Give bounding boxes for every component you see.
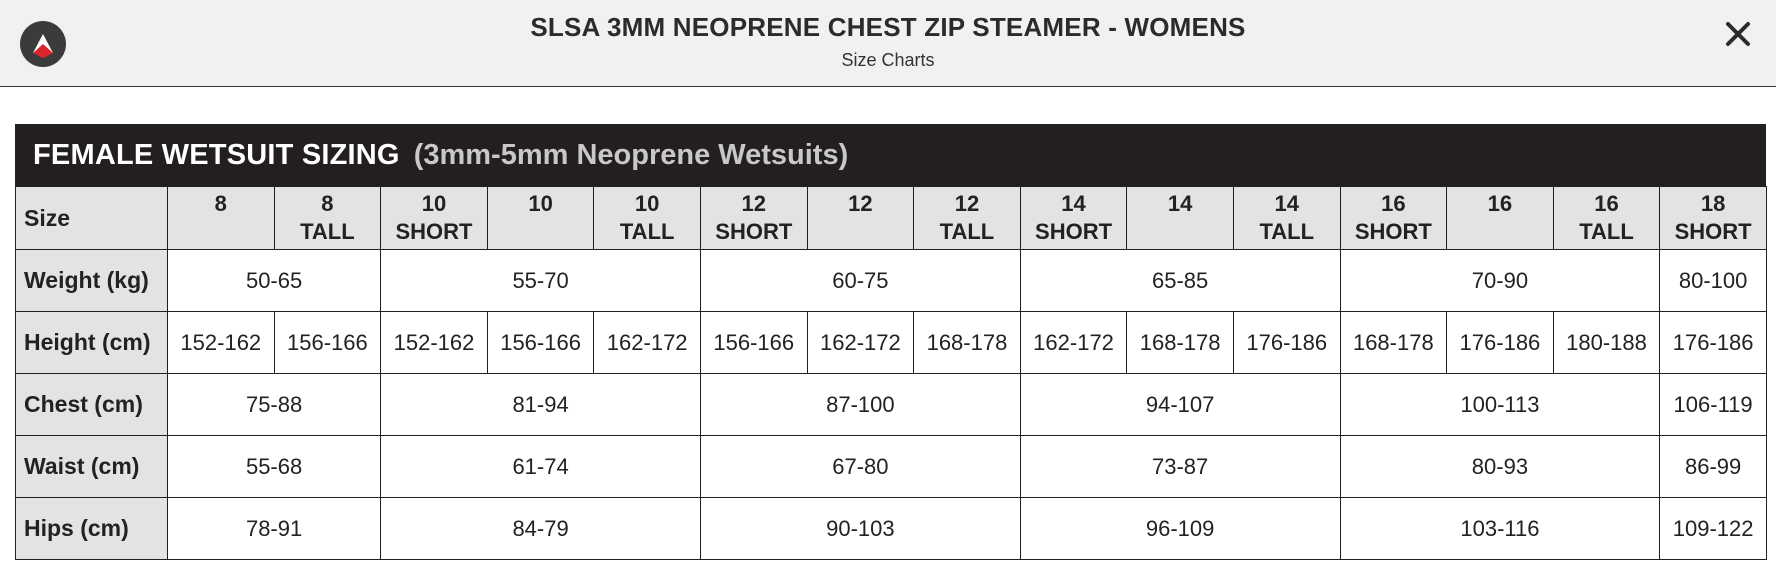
size-header-cell: [1127, 187, 1234, 250]
size-chart: [15, 124, 1766, 560]
table-cell: 81-94: [381, 374, 701, 436]
size-number: 12: [741, 191, 766, 216]
size-header-cell: [1553, 187, 1660, 250]
size-header-cell: [807, 187, 914, 250]
table-cell: 152-162: [168, 312, 275, 374]
size-number: 18: [1700, 191, 1726, 216]
size-header-cell: [487, 187, 594, 250]
table-cell: 84-79: [381, 498, 701, 560]
size-variant: SHORT: [395, 219, 473, 244]
size-variant: [1127, 218, 1233, 246]
size-variant: SHORT: [1035, 219, 1113, 244]
table-cell: 60-75: [700, 250, 1020, 312]
table-cell: 180-188: [1553, 312, 1660, 374]
table-cell: 75-88: [168, 374, 381, 436]
table-cell: 70-90: [1340, 250, 1660, 312]
size-header-cell: [168, 187, 275, 250]
table-cell: 80-100: [1660, 250, 1767, 312]
table-row: [16, 436, 1767, 498]
size-header-cell: [914, 187, 1021, 250]
table-cell: 78-91: [168, 498, 381, 560]
size-number: 12: [848, 191, 873, 216]
size-table: [15, 186, 1767, 560]
size-header-cell: [1447, 187, 1554, 250]
table-cell: 168-178: [914, 312, 1021, 374]
table-cell: 109-122: [1660, 498, 1767, 560]
table-cell: 55-68: [168, 436, 381, 498]
size-number: 10: [528, 191, 553, 216]
table-cell: 168-178: [1340, 312, 1447, 374]
table-cell: 103-116: [1340, 498, 1660, 560]
table-cell: 100-113: [1340, 374, 1660, 436]
table-cell: 156-166: [274, 312, 381, 374]
size-number: 12: [954, 191, 980, 216]
table-cell: 162-172: [1020, 312, 1127, 374]
table-cell: 106-119: [1660, 374, 1767, 436]
size-variant: TALL: [939, 219, 995, 244]
size-variant: [168, 218, 274, 246]
header-title-block: [0, 10, 1776, 71]
size-variant: TALL: [1579, 219, 1634, 244]
size-number: 14: [1167, 191, 1193, 216]
close-icon[interactable]: [1722, 18, 1754, 50]
table-cell: 156-166: [700, 312, 807, 374]
table-cell: 162-172: [807, 312, 914, 374]
table-row: [16, 312, 1767, 374]
page-title: SLSA 3MM NEOPRENE CHEST ZIP STEAMER - WOMENS: [530, 12, 1246, 42]
table-cell: 152-162: [381, 312, 488, 374]
row-label: Chest (cm): [16, 374, 168, 436]
size-variant: [808, 218, 914, 246]
table-cell: 162-172: [594, 312, 701, 374]
size-number: 8: [214, 191, 227, 216]
row-label: Height (cm): [16, 312, 168, 374]
size-variant: [488, 218, 594, 246]
size-header-cell: [1340, 187, 1447, 250]
row-label: Waist (cm): [16, 436, 168, 498]
size-number: 10: [634, 191, 660, 216]
size-header-cell: [700, 187, 807, 250]
chart-subtitle: (3mm-5mm Neoprene Wetsuits): [413, 138, 849, 171]
size-variant: SHORT: [1674, 219, 1752, 244]
page-subtitle: Size Charts: [841, 50, 935, 70]
row-label: Hips (cm): [16, 498, 168, 560]
size-header-cell: [1233, 187, 1340, 250]
size-variant: SHORT: [715, 219, 793, 244]
size-number: 16: [1594, 191, 1619, 216]
table-cell: 73-87: [1020, 436, 1340, 498]
table-cell: 176-186: [1233, 312, 1340, 374]
chart-banner: [15, 124, 1766, 186]
table-row: [16, 250, 1767, 312]
table-cell: 61-74: [381, 436, 701, 498]
table-cell: 55-70: [381, 250, 701, 312]
size-number: 8: [321, 191, 334, 216]
size-header-cell: [594, 187, 701, 250]
table-cell: 156-166: [487, 312, 594, 374]
table-cell: 168-178: [1127, 312, 1234, 374]
table-cell: 86-99: [1660, 436, 1767, 498]
size-header-cell: [381, 187, 488, 250]
size-header-cell: [1020, 187, 1127, 250]
size-number: 10: [421, 191, 447, 216]
table-cell: 50-65: [168, 250, 381, 312]
row-label: Weight (kg): [16, 250, 168, 312]
table-cell: 87-100: [700, 374, 1020, 436]
size-variant: SHORT: [1354, 219, 1432, 244]
size-variant: TALL: [1259, 219, 1315, 244]
size-number: 14: [1061, 191, 1086, 216]
table-cell: 67-80: [700, 436, 1020, 498]
size-header-cell: [1660, 187, 1767, 250]
size-header-row: [16, 187, 1767, 250]
row-label: Size: [16, 187, 168, 250]
table-cell: 90-103: [700, 498, 1020, 560]
modal-header: [0, 0, 1776, 87]
table-cell: 176-186: [1447, 312, 1554, 374]
size-variant: TALL: [619, 219, 675, 244]
size-header-cell: [274, 187, 381, 250]
table-cell: 80-93: [1340, 436, 1660, 498]
size-variant: [1447, 218, 1553, 246]
table-cell: 65-85: [1020, 250, 1340, 312]
size-number: 14: [1274, 191, 1299, 216]
size-number: 16: [1381, 191, 1406, 216]
size-number: 16: [1487, 191, 1513, 216]
table-cell: 176-186: [1660, 312, 1767, 374]
size-variant: TALL: [300, 219, 355, 244]
table-cell: 96-109: [1020, 498, 1340, 560]
table-cell: 94-107: [1020, 374, 1340, 436]
chart-title: FEMALE WETSUIT SIZING: [33, 138, 400, 171]
table-row: [16, 498, 1767, 560]
table-row: [16, 374, 1767, 436]
